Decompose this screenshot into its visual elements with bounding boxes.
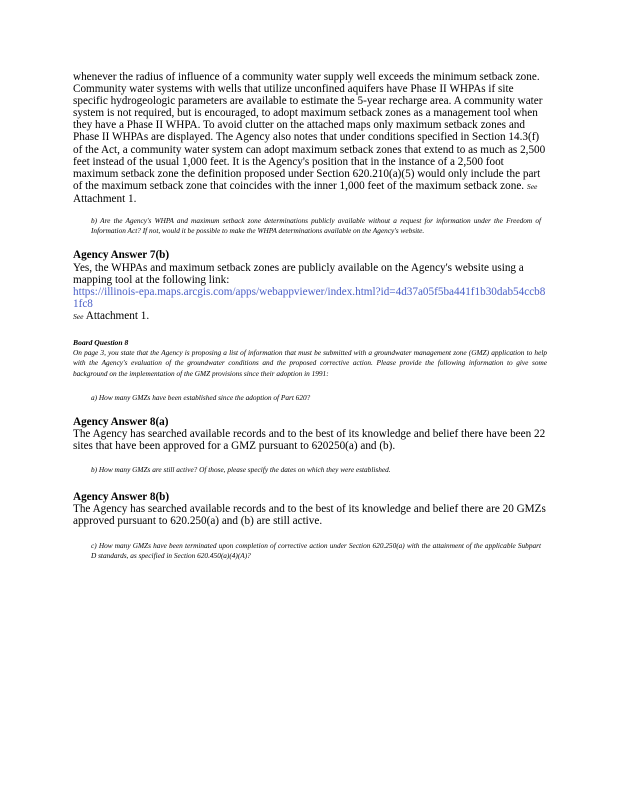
intro-paragraph bbox=[73, 71, 547, 205]
question-7b: b) Are the Agency's WHPA and maximum setback zone determinations publicly available without a request for information under the Freedom of Information Act? If not, would it be possible to make the WHPA determinations available on the Agency's website. bbox=[91, 216, 541, 236]
arcgis-link[interactable]: https://illinois-epa.maps.arcgis.com/apps/webappviewer/index.html?id=4d37a05f5ba441f1b30dab54ccb81fc8 bbox=[73, 285, 546, 310]
question-8b: b) How many GMZs are still active? Of those, please specify the dates on which they were established. bbox=[91, 465, 391, 475]
answer-8a-heading: Agency Answer 8(a) bbox=[73, 416, 169, 429]
question-8a: a) How many GMZs have been established since the adoption of Part 620? bbox=[91, 392, 311, 402]
answer-8b-text: The Agency has searched available records and to the best of its knowledge and belief there are 20 GMZs approved pursuant to 620.250(a) and (b) are still active. bbox=[73, 502, 546, 527]
answer-7b-see-word: See bbox=[73, 311, 84, 321]
intro-text: whenever the radius of influence of a community water supply well exceeds the minimum setback zone. Community water systems with wells that utilize unconfined aquifers have Phase II WHPAs if site specific hydrogeologic parameters are available to estimate the 5-year recharge area. A community water system is not required, but is encouraged, to adopt maximum setback zones as a management tool when they have a Phase II WHPA. To avoid clutter on the attached maps only maximum setback zones and Phase II WHPAs are displayed. The Agency also notes that under conditions specified in Section 14.3(f) of the Act, a community water system can adopt maximum setback zones that extend to as much as 2,500 feet instead of the usual 1,000 feet. It is the Agency's position that in the instance of a 2,500 foot maximum setback zone the definition proposed under Section 620.210(a)(5) would only include the part of the maximum setback zone that coincides with the inner 1,000 feet of the maximum setback zone. bbox=[73, 71, 546, 192]
question-8c: c) How many GMZs have been terminated upon completion of corrective action under Section 620.250(a) with the attainment of the applicable Subpart D standards, as specified in Section 620.450(a)(4)(A)? bbox=[91, 540, 541, 560]
document-page bbox=[73, 71, 547, 561]
answer-8a-text: The Agency has searched available records and to the best of its knowledge and belief there have been 22 sites that have been approved for a GMZ pursuant to 620250(a) and (b). bbox=[73, 428, 546, 453]
intro-see: See bbox=[526, 181, 538, 191]
answer-7b-text: Yes, the WHPAs and maximum setback zones are publicly available on the Agency's website using a mapping tool at the following link: bbox=[73, 261, 524, 286]
answer-7b-see bbox=[73, 310, 547, 323]
answer-7b-attachment: Attachment 1. bbox=[85, 309, 150, 322]
answer-7b-heading: Agency Answer 7(b) bbox=[73, 249, 170, 262]
board-question-8-text: On page 3, you state that the Agency is proposing a list of information that must be submitted with a groundwater management zone (GMZ) application to help with the Agency's evaluation of the groundwater conditions and the proposed corrective action. Please provide the following information to give some background on the implementation of the GMZ provisions since their adoption in 1991: bbox=[73, 348, 547, 378]
board-question-8-label: Board Question 8 bbox=[73, 338, 129, 347]
intro-attachment: Attachment 1. bbox=[73, 192, 137, 205]
answer-8b-heading: Agency Answer 8(b) bbox=[73, 490, 170, 503]
